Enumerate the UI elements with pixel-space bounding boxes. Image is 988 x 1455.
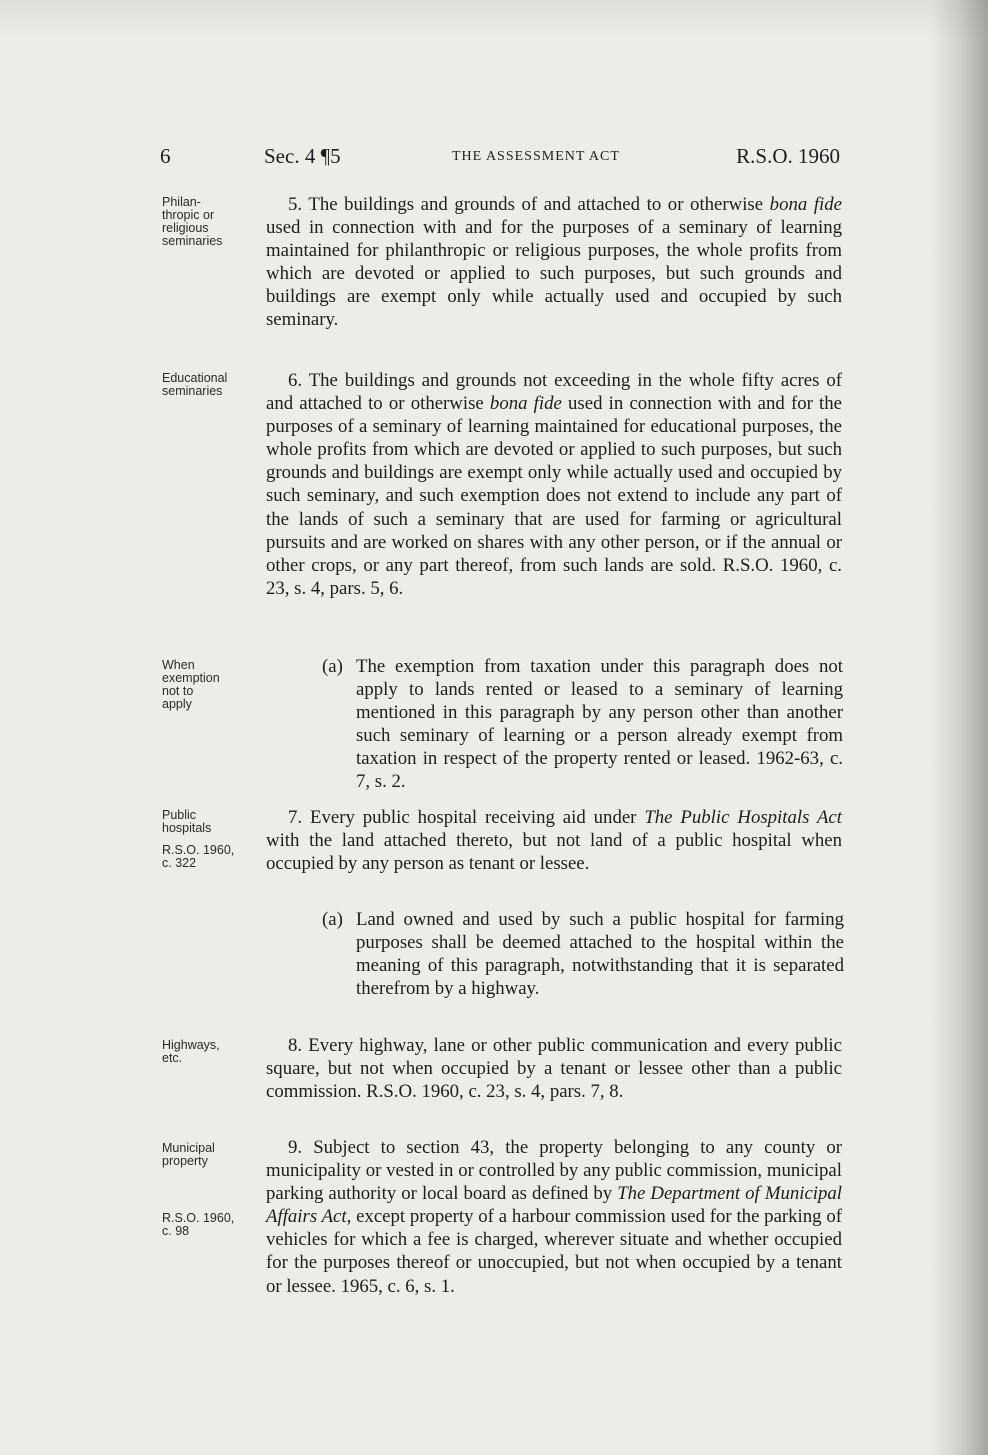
- italic-term: The Public Hospitals Act: [644, 807, 842, 828]
- paragraph-7: [266, 806, 842, 875]
- italic-term: bona fide: [489, 393, 562, 415]
- margin-note-rso-98: [162, 1212, 262, 1238]
- paragraph-6-clause-a: [322, 655, 843, 794]
- clause-text: Land owned and used by such a public hospital for farming purposes shall be deemed attached to the hospital within the meaning of this paragraph, notwithstanding that it is separated therefrom by a highway.: [356, 909, 844, 1000]
- act-title: THE ASSESSMENT ACT: [452, 149, 620, 164]
- margin-note-public-hospitals: [162, 809, 262, 835]
- margin-note-line: seminaries: [162, 234, 223, 248]
- section-reference: Sec. 4 ¶5: [264, 144, 341, 168]
- statute-reference: R.S.O. 1960: [736, 144, 840, 168]
- paragraph-text: used in connection with and for the purposes of a seminary of learning maintained for educational purposes, the whole profits from which are devoted or applied to such purposes, but such grounds and buildings are exempt only while actually used and occupied by such seminary, and such exemption does not extend to include any part of the lands of such a seminary that are used for farming or agricultural pursuits and are worked on shares with any other person, or if the annual or other crops, or any part thereof, from such lands are sold. R.S.O. 1960, c. 23, s. 4, pars. 5, 6.: [266, 393, 842, 599]
- italic-term: bona fide: [769, 194, 842, 215]
- paragraph-text: with the land attached thereto, but not land of a public hospital when occupied by any person as tenant or lessee.: [266, 830, 842, 875]
- margin-note-line: not to: [162, 684, 194, 698]
- paragraph-text: 5. The buildings and grounds of and attached to or otherwise: [288, 194, 770, 215]
- paragraph-text: 8. Every highway, lane or other public communication and every public square, but not when occupied by a tenant or lessee other than a public commission. R.S.O. 1960, c. 23, s. 4, pars. 7, 8.: [266, 1035, 842, 1103]
- paragraph-8: [266, 1034, 842, 1103]
- margin-note-line: c. 98: [162, 1224, 190, 1238]
- running-header: [160, 144, 840, 172]
- margin-note-line: seminaries: [162, 384, 223, 398]
- paragraph-text: used in connection with and for the purposes of a seminary of learning maintained for philanthropic or religious purposes, the whole profits from which are devoted or applied to such purposes, but such grounds and buildings are exempt only while actually used and occupied by such seminary.: [266, 217, 842, 331]
- margin-note-line: Highways,: [162, 1038, 220, 1052]
- page-number: 6: [160, 144, 171, 168]
- margin-note-line: When: [162, 658, 195, 672]
- paragraph-text: , except property of a harbour commission used for the parking of vehicles for which a fee is charged, wherever situate and whether occupied for the purposes thereof or unoccupied, but not when occupied by a tenant or lessee. 1965, c. 6, s. 1.: [266, 1206, 842, 1297]
- paragraph-text: 7. Every public hospital receiving aid under: [288, 807, 645, 828]
- italic-term: The Department of Municipal Affairs Act: [266, 1183, 843, 1228]
- paragraph-text: 6. The buildings and grounds not exceeding in the whole fifty acres of and attached to or otherwise: [266, 370, 842, 415]
- margin-note-line: religious: [162, 221, 209, 235]
- paragraph-7-clause-a: [322, 908, 844, 1000]
- margin-note-educational: [162, 372, 262, 398]
- margin-note-rso-322: [162, 844, 262, 870]
- margin-note-when-exemption: [162, 659, 262, 711]
- margin-note-philanthropic: [162, 196, 262, 248]
- margin-note-line: c. 322: [162, 856, 197, 870]
- margin-note-municipal: [162, 1142, 262, 1168]
- margin-note-line: etc.: [162, 1051, 183, 1065]
- margin-note-line: Educational: [162, 371, 228, 385]
- margin-note-highways: [162, 1039, 262, 1065]
- margin-note-line: R.S.O. 1960,: [162, 843, 235, 857]
- margin-note-line: property: [162, 1154, 208, 1168]
- clause-label: (a): [322, 656, 343, 677]
- clause-text: The exemption from taxation under this paragraph does not apply to lands rented or leased to a seminary of learning mentioned in this paragraph by any person other than another such seminary of learning or a person already exempt from taxation in respect of the property rented or leased. 1962-63, c. 7, s. 2.: [356, 656, 843, 793]
- clause-label: (a): [322, 909, 343, 930]
- paragraph-9: [266, 1136, 842, 1298]
- margin-note-line: R.S.O. 1960,: [162, 1211, 235, 1225]
- margin-note-line: Public: [162, 808, 197, 822]
- margin-note-line: thropic or: [162, 208, 215, 222]
- margin-note-line: hospitals: [162, 821, 212, 835]
- paragraph-text: 9. Subject to section 43, the property belonging to any county or municipality or vested in or controlled by any public commission, municipal parking authority or local board as defined by: [266, 1137, 842, 1205]
- margin-note-line: apply: [162, 697, 192, 711]
- margin-note-line: exemption: [162, 671, 220, 685]
- margin-note-line: Philan-: [162, 195, 201, 209]
- margin-note-line: Municipal: [162, 1141, 215, 1155]
- paragraph-6: [266, 369, 842, 600]
- paragraph-5: [266, 193, 842, 332]
